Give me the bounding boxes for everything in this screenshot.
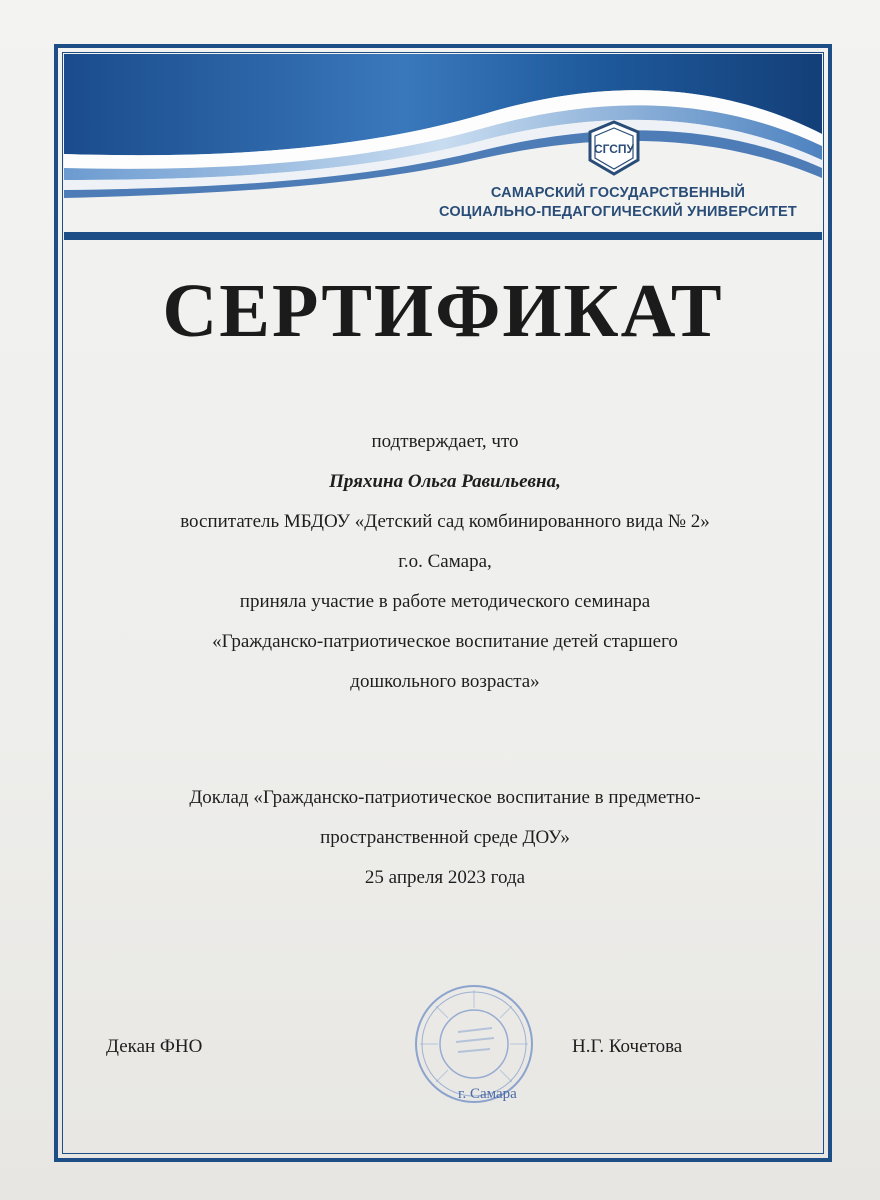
recipient-position: воспитатель МБДОУ «Детский сад комбинированного вида № 2» [180, 511, 710, 532]
university-line-2: СОЦИАЛЬНО-ПЕДАГОГИЧЕСКИЙ УНИВЕРСИТЕТ [439, 204, 797, 220]
signer-role: Декан ФНО [106, 1036, 203, 1057]
report-block [80, 778, 810, 898]
report-line-2: пространственной среде ДОУ» [320, 827, 570, 848]
university-logo [584, 120, 644, 176]
certificate-body [80, 422, 810, 702]
recipient-city: г.о. Самара, [398, 551, 492, 572]
seminar-title-line-2: дошкольного возраста» [350, 671, 540, 692]
certificate-title: СЕРТИФИКАТ [162, 269, 724, 353]
participation-text: приняла участие в работе методического семинара [239, 591, 651, 612]
seminar-title-line-1: «Гражданско-патриотическое воспитание детей старшего [212, 631, 678, 652]
report-line-1: Доклад «Гражданско-патриотическое воспитание в предметно- [189, 787, 701, 808]
university-line-1: САМАРСКИЙ ГОСУДАРСТВЕННЫЙ [490, 185, 746, 201]
recipient-name: Пряхина Ольга Равильевна, [329, 471, 561, 492]
report-date: 25 апреля 2023 года [364, 867, 526, 888]
university-name [420, 184, 816, 222]
confirms-text: подтверждает, что [371, 431, 519, 452]
logo-text: СГСПУ [593, 142, 635, 156]
stamp-city-text: г. Самара [458, 1086, 517, 1102]
signer-name: Н.Г. Кочетова [572, 1036, 683, 1057]
